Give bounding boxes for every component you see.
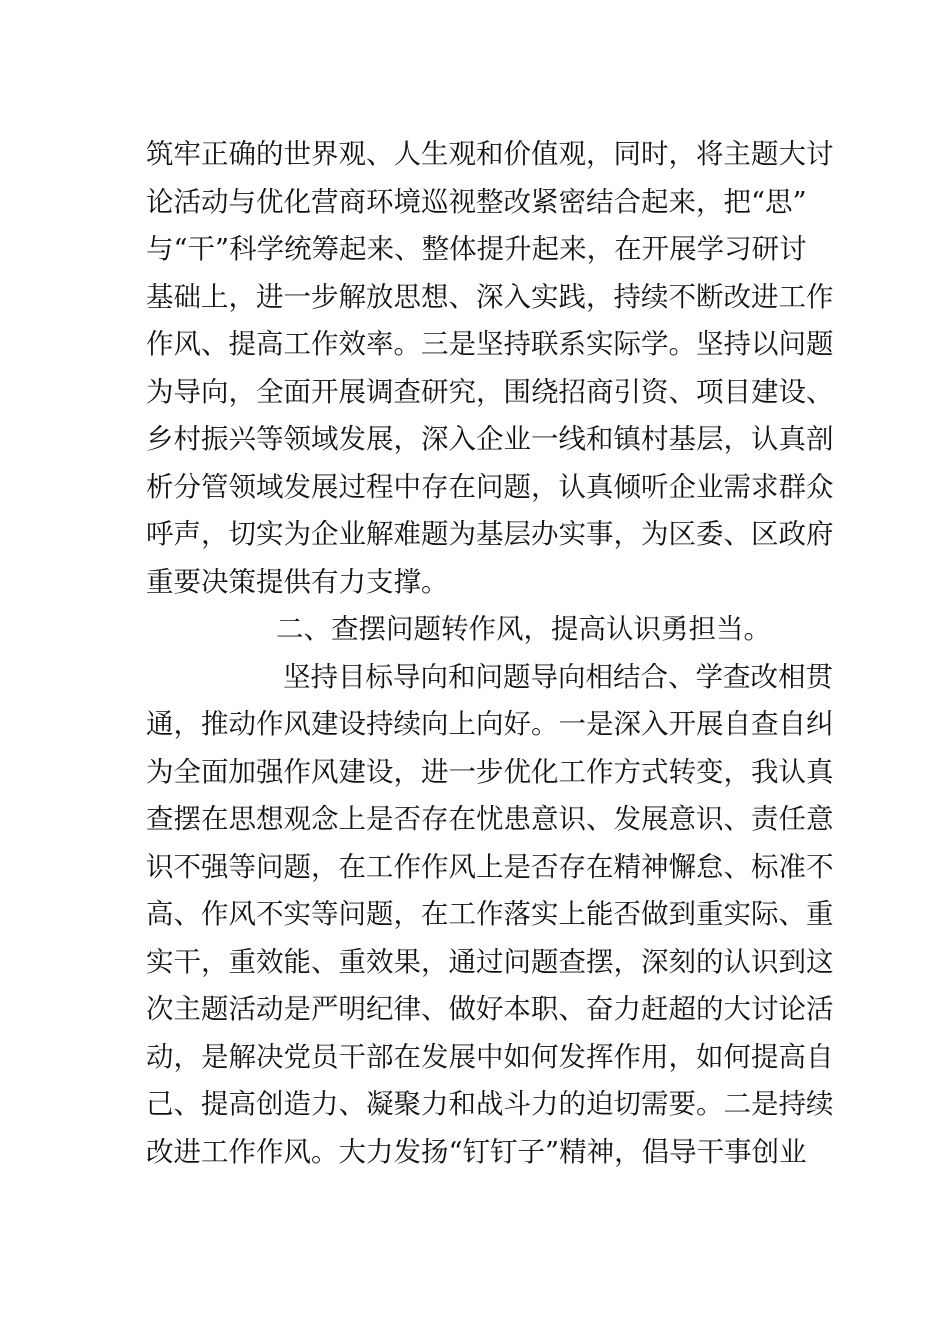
paragraph-2 — [146, 654, 834, 1177]
text-line: 实干，重效能、重效果，通过问题查摆，深刻的认识到这 — [146, 945, 834, 978]
text-line: 通，推动作风建设持续向上向好。一是深入开展自查自纠 — [146, 708, 834, 740]
text-line: 析分管领域发展过程中存在问题，认真倾听企业需求群众 — [146, 470, 834, 503]
text-line: 识不强等问题，在工作作风上是否存在精神懈怠、标准不 — [146, 850, 834, 883]
text-line: 筑牢正确的世界观、人生观和价值观，同时，将主题大讨 — [146, 138, 834, 170]
document-body — [146, 131, 834, 1176]
text-line: 坚持目标导向和问题导向相结合、学查改相贯 — [283, 660, 833, 693]
text-line: 呼声，切实为企业解难题为基层办实事，为区委、区政府 — [146, 518, 834, 550]
paragraph-1 — [146, 131, 834, 606]
text-line: 为全面加强作风建设，进一步优化工作方式转变，我认真 — [146, 755, 834, 788]
text-line: 与“干”科学统筹起来、整体提升起来，在开展学习研讨 — [146, 233, 807, 265]
text-line: 查摆在思想观念上是否存在忧患意识、发展意识、责任意 — [146, 803, 834, 835]
text-line: 次主题活动是严明纪律、做好本职、奋力赶超的大讨论活 — [146, 993, 834, 1025]
text-line: 为导向，全面开展调查研究，围绕招商引资、项目建设、 — [146, 375, 834, 408]
text-line: 基础上，进一步解放思想、深入实践，持续不断改进工作 — [146, 280, 834, 313]
section-heading: 二、查摆问题转作风，提高认识勇担当。 — [276, 613, 771, 645]
text-line: 作风、提高工作效率。三是坚持联系实际学。坚持以问题 — [146, 328, 834, 360]
text-line: 改进工作作风。大力发扬“钉钉子”精神，倡导干事创业 — [146, 1135, 807, 1168]
text-line: 乡村振兴等领域发展，深入企业一线和镇村基层，认真剖 — [146, 423, 834, 455]
text-line: 己、提高创造力、凝聚力和战斗力的迫切需要。二是持续 — [146, 1088, 834, 1120]
text-line: 动，是解决党员干部在发展中如何发挥作用，如何提高自 — [146, 1040, 834, 1073]
text-line: 论活动与优化营商环境巡视整改紧密结合起来，把“思” — [146, 185, 807, 218]
text-line: 重要决策提供有力支撑。 — [146, 565, 449, 598]
text-line: 高、作风不实等问题，在工作落实上能否做到重实际、重 — [146, 898, 834, 930]
